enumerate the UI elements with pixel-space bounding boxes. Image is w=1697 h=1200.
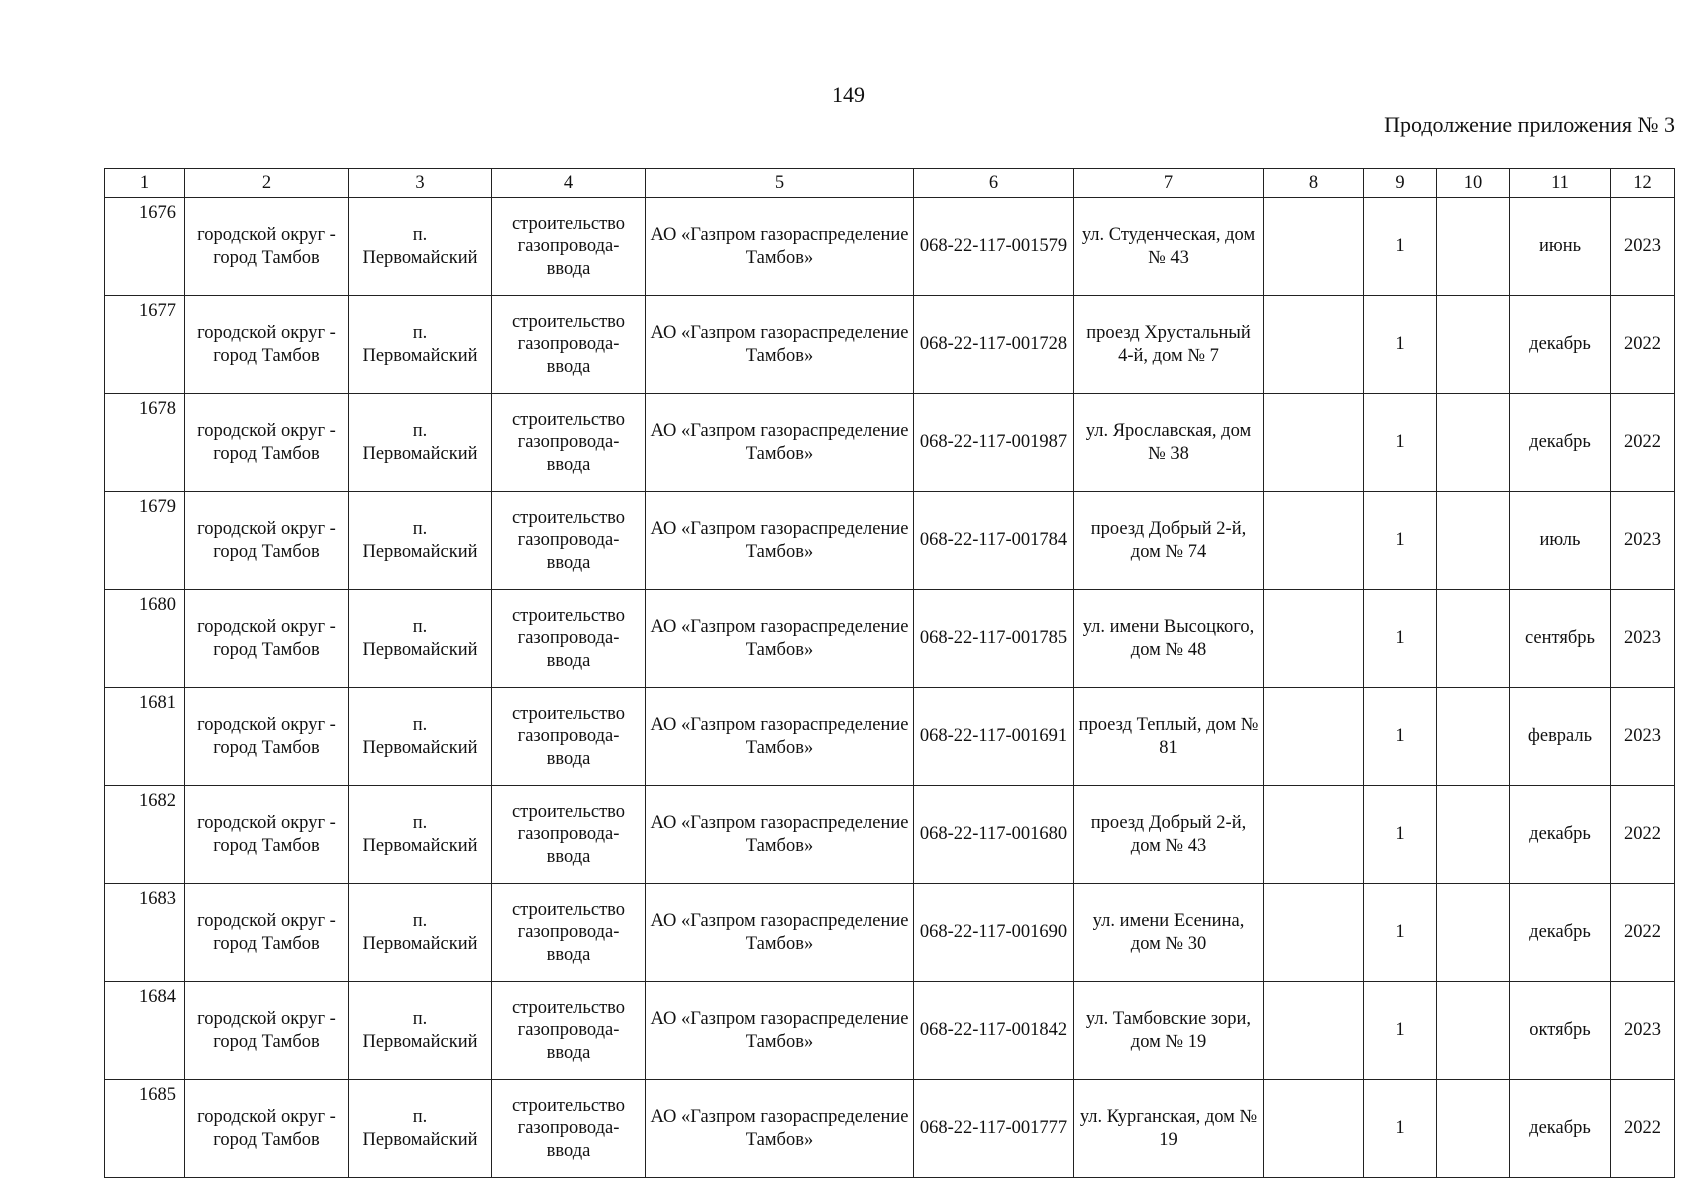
object-code-cell: 068-22-117-001842: [914, 982, 1074, 1080]
appendix-title: Продолжение приложения № 3: [1384, 112, 1675, 137]
col10-cell: [1437, 884, 1510, 982]
settlement-cell: п. Первомайский: [349, 198, 492, 296]
municipality-cell: городской округ - город Тамбов: [185, 982, 349, 1080]
col-header: 4: [492, 169, 646, 198]
address-cell: ул. имени Высоцкого, дом № 48: [1074, 590, 1264, 688]
row-number: 1679: [105, 492, 185, 590]
year-cell: 2022: [1611, 296, 1675, 394]
work-type-cell: строительство газопровода-ввода: [492, 786, 646, 884]
year-cell: 2022: [1611, 1080, 1675, 1178]
col-header: 11: [1510, 169, 1611, 198]
col10-cell: [1437, 198, 1510, 296]
settlement-cell: п. Первомайский: [349, 786, 492, 884]
settlement-cell: п. Первомайский: [349, 492, 492, 590]
col10-cell: [1437, 982, 1510, 1080]
municipality-cell: городской округ - город Тамбов: [185, 198, 349, 296]
month-cell: сентябрь: [1510, 590, 1611, 688]
page-number: 149: [832, 82, 865, 107]
col-header: 9: [1364, 169, 1437, 198]
table-row: [105, 492, 1675, 590]
year-cell: 2023: [1611, 492, 1675, 590]
work-type-cell: строительство газопровода-ввода: [492, 198, 646, 296]
col8-cell: [1264, 296, 1364, 394]
year-cell: 2023: [1611, 982, 1675, 1080]
col8-cell: [1264, 982, 1364, 1080]
col10-cell: [1437, 492, 1510, 590]
object-code-cell: 068-22-117-001691: [914, 688, 1074, 786]
organization-cell: АО «Газпром газораспределение Тамбов»: [646, 982, 914, 1080]
table-row: [105, 884, 1675, 982]
work-type-cell: строительство газопровода-ввода: [492, 884, 646, 982]
quantity-cell: 1: [1364, 982, 1437, 1080]
object-code-cell: 068-22-117-001579: [914, 198, 1074, 296]
table-row: [105, 786, 1675, 884]
col8-cell: [1264, 492, 1364, 590]
table-row: [105, 1080, 1675, 1178]
month-cell: декабрь: [1510, 786, 1611, 884]
quantity-cell: 1: [1364, 688, 1437, 786]
col-header: 5: [646, 169, 914, 198]
object-code-cell: 068-22-117-001777: [914, 1080, 1074, 1178]
col8-cell: [1264, 590, 1364, 688]
organization-cell: АО «Газпром газораспределение Тамбов»: [646, 1080, 914, 1178]
address-cell: ул. имени Есенина, дом № 30: [1074, 884, 1264, 982]
work-type-cell: строительство газопровода-ввода: [492, 1080, 646, 1178]
work-type-cell: строительство газопровода-ввода: [492, 982, 646, 1080]
table-row: [105, 688, 1675, 786]
quantity-cell: 1: [1364, 1080, 1437, 1178]
col-header: 1: [105, 169, 185, 198]
header-row: [105, 169, 1675, 198]
col-header: 10: [1437, 169, 1510, 198]
municipality-cell: городской округ - город Тамбов: [185, 296, 349, 394]
quantity-cell: 1: [1364, 590, 1437, 688]
address-cell: проезд Добрый 2-й, дом № 43: [1074, 786, 1264, 884]
municipality-cell: городской округ - город Тамбов: [185, 884, 349, 982]
col8-cell: [1264, 198, 1364, 296]
col-header: 6: [914, 169, 1074, 198]
municipality-cell: городской округ - город Тамбов: [185, 786, 349, 884]
address-cell: ул. Курганская, дом № 19: [1074, 1080, 1264, 1178]
table-row: [105, 394, 1675, 492]
year-cell: 2023: [1611, 688, 1675, 786]
col8-cell: [1264, 688, 1364, 786]
table-row: [105, 198, 1675, 296]
municipality-cell: городской округ - город Тамбов: [185, 590, 349, 688]
organization-cell: АО «Газпром газораспределение Тамбов»: [646, 296, 914, 394]
municipality-cell: городской округ - город Тамбов: [185, 1080, 349, 1178]
organization-cell: АО «Газпром газораспределение Тамбов»: [646, 394, 914, 492]
row-number: 1682: [105, 786, 185, 884]
address-cell: ул. Тамбовские зори, дом № 19: [1074, 982, 1264, 1080]
year-cell: 2022: [1611, 786, 1675, 884]
organization-cell: АО «Газпром газораспределение Тамбов»: [646, 884, 914, 982]
organization-cell: АО «Газпром газораспределение Тамбов»: [646, 492, 914, 590]
quantity-cell: 1: [1364, 786, 1437, 884]
col10-cell: [1437, 394, 1510, 492]
quantity-cell: 1: [1364, 884, 1437, 982]
col-header: 3: [349, 169, 492, 198]
row-number: 1681: [105, 688, 185, 786]
registry-table: [104, 168, 1675, 1178]
settlement-cell: п. Первомайский: [349, 982, 492, 1080]
month-cell: декабрь: [1510, 884, 1611, 982]
row-number: 1676: [105, 198, 185, 296]
col-header: 12: [1611, 169, 1675, 198]
col-header: 2: [185, 169, 349, 198]
table-row: [105, 590, 1675, 688]
row-number: 1684: [105, 982, 185, 1080]
quantity-cell: 1: [1364, 492, 1437, 590]
quantity-cell: 1: [1364, 198, 1437, 296]
settlement-cell: п. Первомайский: [349, 688, 492, 786]
month-cell: июнь: [1510, 198, 1611, 296]
table-row: [105, 982, 1675, 1080]
organization-cell: АО «Газпром газораспределение Тамбов»: [646, 198, 914, 296]
month-cell: декабрь: [1510, 394, 1611, 492]
month-cell: октябрь: [1510, 982, 1611, 1080]
col8-cell: [1264, 786, 1364, 884]
year-cell: 2023: [1611, 590, 1675, 688]
object-code-cell: 068-22-117-001728: [914, 296, 1074, 394]
address-cell: ул. Ярославская, дом № 38: [1074, 394, 1264, 492]
settlement-cell: п. Первомайский: [349, 296, 492, 394]
object-code-cell: 068-22-117-001680: [914, 786, 1074, 884]
year-cell: 2022: [1611, 394, 1675, 492]
object-code-cell: 068-22-117-001690: [914, 884, 1074, 982]
object-code-cell: 068-22-117-001987: [914, 394, 1074, 492]
col-header: 8: [1264, 169, 1364, 198]
month-cell: июль: [1510, 492, 1611, 590]
organization-cell: АО «Газпром газораспределение Тамбов»: [646, 688, 914, 786]
col10-cell: [1437, 296, 1510, 394]
quantity-cell: 1: [1364, 296, 1437, 394]
address-cell: проезд Теплый, дом № 81: [1074, 688, 1264, 786]
col10-cell: [1437, 590, 1510, 688]
col8-cell: [1264, 1080, 1364, 1178]
col-header: 7: [1074, 169, 1264, 198]
month-cell: декабрь: [1510, 1080, 1611, 1178]
col10-cell: [1437, 688, 1510, 786]
address-cell: проезд Хрустальный 4-й, дом № 7: [1074, 296, 1264, 394]
work-type-cell: строительство газопровода-ввода: [492, 590, 646, 688]
quantity-cell: 1: [1364, 394, 1437, 492]
col10-cell: [1437, 1080, 1510, 1178]
municipality-cell: городской округ - город Тамбов: [185, 492, 349, 590]
col8-cell: [1264, 884, 1364, 982]
object-code-cell: 068-22-117-001784: [914, 492, 1074, 590]
organization-cell: АО «Газпром газораспределение Тамбов»: [646, 786, 914, 884]
col8-cell: [1264, 394, 1364, 492]
address-cell: проезд Добрый 2-й, дом № 74: [1074, 492, 1264, 590]
year-cell: 2022: [1611, 884, 1675, 982]
settlement-cell: п. Первомайский: [349, 1080, 492, 1178]
month-cell: февраль: [1510, 688, 1611, 786]
row-number: 1677: [105, 296, 185, 394]
row-number: 1683: [105, 884, 185, 982]
row-number: 1680: [105, 590, 185, 688]
settlement-cell: п. Первомайский: [349, 884, 492, 982]
work-type-cell: строительство газопровода-ввода: [492, 492, 646, 590]
row-number: 1685: [105, 1080, 185, 1178]
municipality-cell: городской округ - город Тамбов: [185, 688, 349, 786]
work-type-cell: строительство газопровода-ввода: [492, 688, 646, 786]
settlement-cell: п. Первомайский: [349, 394, 492, 492]
year-cell: 2023: [1611, 198, 1675, 296]
col10-cell: [1437, 786, 1510, 884]
municipality-cell: городской округ - город Тамбов: [185, 394, 349, 492]
row-number: 1678: [105, 394, 185, 492]
work-type-cell: строительство газопровода-ввода: [492, 296, 646, 394]
table-row: [105, 296, 1675, 394]
settlement-cell: п. Первомайский: [349, 590, 492, 688]
object-code-cell: 068-22-117-001785: [914, 590, 1074, 688]
address-cell: ул. Студенческая, дом № 43: [1074, 198, 1264, 296]
organization-cell: АО «Газпром газораспределение Тамбов»: [646, 590, 914, 688]
work-type-cell: строительство газопровода-ввода: [492, 394, 646, 492]
month-cell: декабрь: [1510, 296, 1611, 394]
